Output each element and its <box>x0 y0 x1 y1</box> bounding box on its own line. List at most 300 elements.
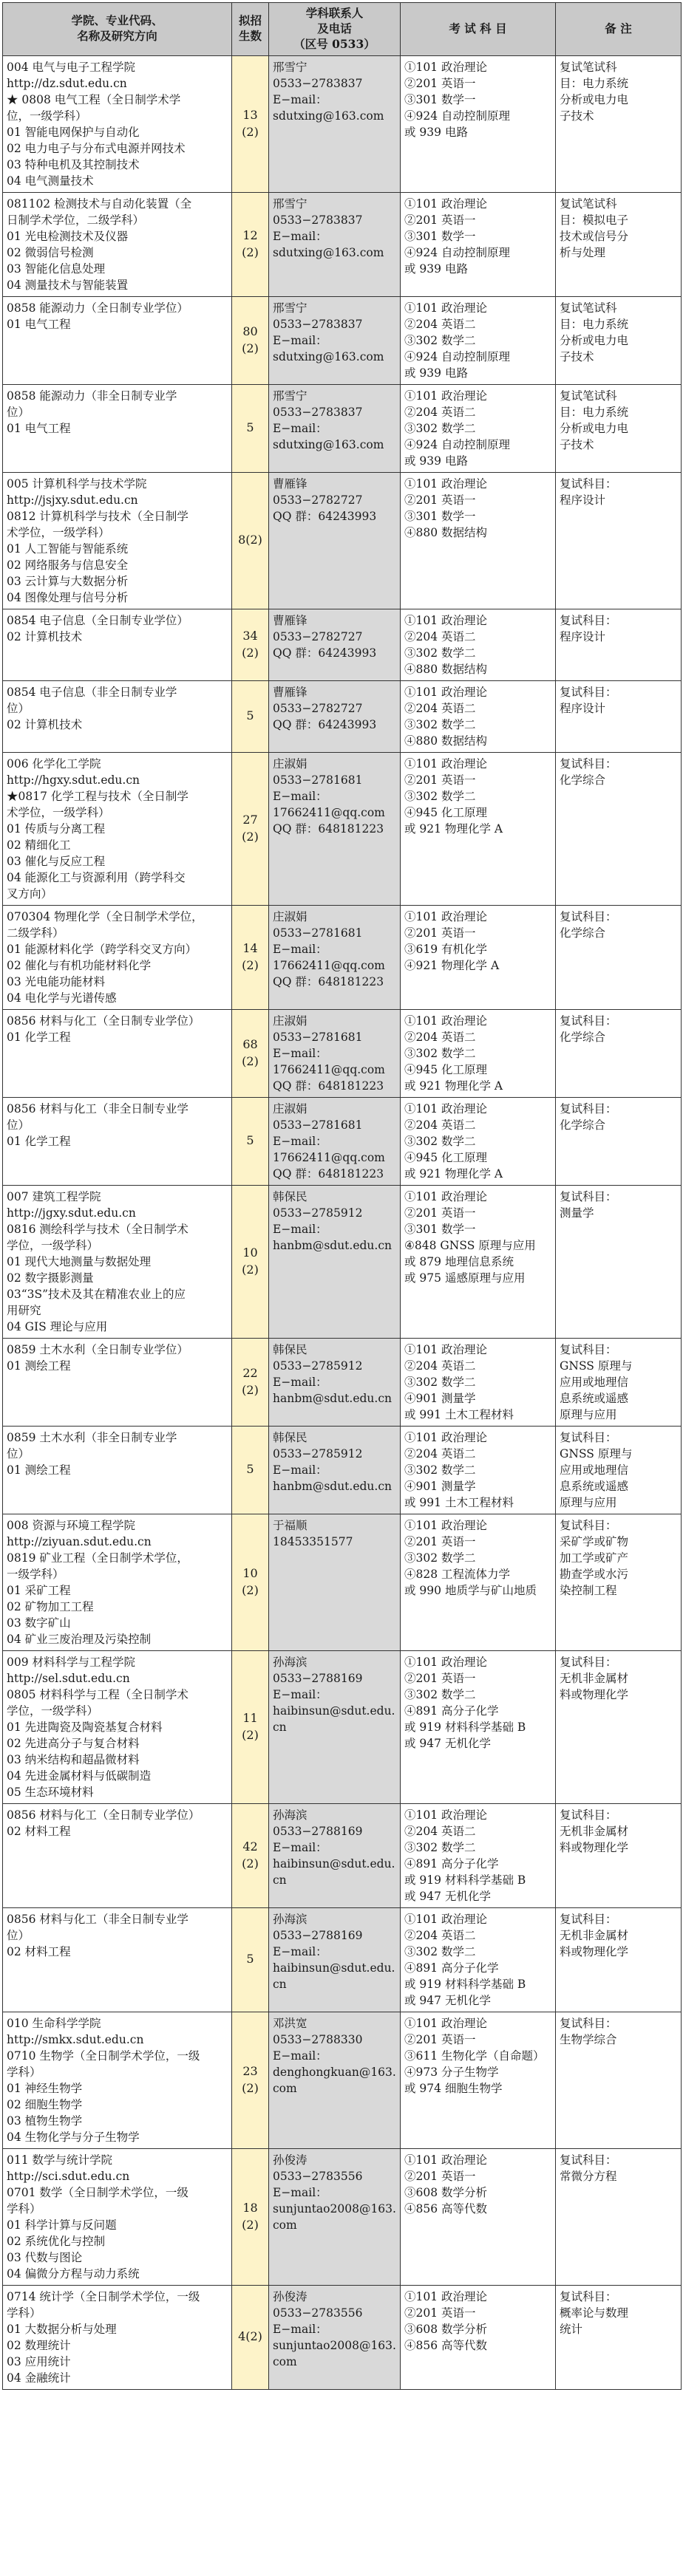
table-row <box>3 2012 682 2148</box>
exam-subjects-cell-line: ④924 自动控制原理 <box>404 245 511 259</box>
remarks-cell-line: 复试科目： <box>560 1189 617 1203</box>
contact-cell-line: sdutxing@163.com <box>273 349 384 363</box>
program-cell-line: 学科） <box>7 2306 41 2320</box>
enrollment-count: 80(2) <box>232 296 269 384</box>
enrollment-count: 4(2) <box>232 2285 269 2389</box>
program-cell-line: 011 数学与统计学院 <box>7 2153 113 2167</box>
contact-cell-line: 韩保民 <box>273 1189 307 1203</box>
program-cell-line: 02 矿物加工工程 <box>7 1599 94 1613</box>
exam-subjects-cell-line: ①101 政治理论 <box>404 2289 488 2303</box>
table-row <box>3 752 682 905</box>
table-row <box>3 1009 682 1097</box>
contact-cell-line: cn <box>273 1977 287 1991</box>
exam-subjects-cell-line: ④901 测量学 <box>404 1391 476 1405</box>
contact-cell-line: 0533−2788330 <box>273 2032 363 2046</box>
program-cell <box>3 905 232 1009</box>
program-cell-line: 0858 能源动力（全日制专业学位） <box>7 301 188 315</box>
exam-subjects-cell-line: 或 879 地理信息系统 <box>404 1254 514 1268</box>
remarks-cell-line: 分析或电力电 <box>560 92 629 106</box>
program-cell-line: 用研究 <box>7 1303 41 1317</box>
exam-subjects-cell-line: ④880 数据结构 <box>404 662 488 676</box>
exam-subjects-cell-line: ④924 自动控制原理 <box>404 109 511 123</box>
program-cell-line: 04 先进金属材料与低碳制造 <box>7 1769 152 1783</box>
remarks-cell <box>556 2012 682 2148</box>
program-cell <box>3 1803 232 1907</box>
exam-subjects-cell-line: ①101 政治理论 <box>404 1189 488 1203</box>
program-cell-line: 02 数字摄影测量 <box>7 1271 94 1285</box>
exam-subjects-cell-line: ③301 数学一 <box>404 1222 476 1236</box>
program-cell-line: 学科） <box>7 2201 41 2215</box>
contact-cell-line: 韩保民 <box>273 1342 307 1356</box>
table-row <box>3 1514 682 1650</box>
contact-cell <box>269 296 401 384</box>
remarks-cell-line: 概率论与数理 <box>560 2306 629 2320</box>
enrollment-count: 5 <box>232 680 269 752</box>
program-cell-line: 叉方向） <box>7 886 53 901</box>
program-cell <box>3 680 232 752</box>
enrollment-count: 42(2) <box>232 1803 269 1907</box>
program-cell-line: http://smkx.sdut.edu.cn <box>7 2032 144 2046</box>
exam-subjects-cell-line: ④924 自动控制原理 <box>404 437 511 451</box>
remarks-cell-line: GNSS 原理与 <box>560 1359 633 1373</box>
exam-subjects-cell-line: ③302 数学二 <box>404 1944 476 1958</box>
program-cell-line: 02 计算机技术 <box>7 717 83 731</box>
table-row <box>3 680 682 752</box>
contact-cell-line: 17662411@qq.com <box>273 805 385 819</box>
contact-cell-line: sunjuntao2008@163. <box>273 2201 396 2215</box>
remarks-cell-line: 生物学综合 <box>560 2032 617 2046</box>
table-row <box>3 1803 682 1907</box>
program-cell-line: 03 应用统计 <box>7 2354 71 2368</box>
program-cell-line: 01 测绘工程 <box>7 1463 71 1477</box>
exam-subjects-cell-line: ④901 测量学 <box>404 1479 476 1493</box>
contact-cell <box>269 1907 401 2012</box>
remarks-cell <box>556 1426 682 1514</box>
contact-cell-line: sdutxing@163.com <box>273 109 384 123</box>
exam-subjects-cell <box>401 1338 556 1426</box>
exam-subjects-cell-line: ①101 政治理论 <box>404 685 488 699</box>
contact-cell-line: com <box>273 2218 297 2232</box>
program-cell-line: 04 矿业三废治理及污染控制 <box>7 1632 152 1646</box>
contact-cell-line: haibinsun@sdut.edu. <box>273 1704 395 1718</box>
program-cell-line: 04 GIS 理论与应用 <box>7 1319 108 1333</box>
program-cell-line: 0714 统计学（全日制学术学位，一级 <box>7 2289 200 2303</box>
exam-subjects-cell-line: ③302 数学二 <box>404 1046 476 1060</box>
program-cell-line: 03 云计算与大数据分析 <box>7 574 129 588</box>
table-row <box>3 1426 682 1514</box>
header-exam: 考 试 科 目 <box>401 3 556 56</box>
remarks-cell-line: 勘查学或水污 <box>560 1567 629 1581</box>
header-num: 拟招 生数 <box>232 3 269 56</box>
exam-subjects-cell-line: ①101 政治理论 <box>404 1014 488 1028</box>
table-row <box>3 384 682 472</box>
remarks-cell-line: 原理与应用 <box>560 1407 617 1421</box>
program-cell-line: 01 智能电网保护与自动化 <box>7 125 140 139</box>
remarks-cell <box>556 2148 682 2285</box>
header-contact: 学科联系人 及电话 （区号 0533） <box>269 3 401 56</box>
contact-cell-line: E−mail： <box>273 942 327 956</box>
contact-cell-line: 于福顺 <box>273 1518 307 1532</box>
contact-cell <box>269 384 401 472</box>
remarks-cell-line: 化学综合 <box>560 1118 606 1132</box>
exam-subjects-cell-line: ②201 英语一 <box>404 773 476 787</box>
remarks-cell-line: 加工学或矿产 <box>560 1551 629 1565</box>
contact-cell-line: 0533−2783837 <box>273 213 363 227</box>
remarks-cell-line: 料或物理化学 <box>560 1944 629 1958</box>
contact-cell-line: cn <box>273 1720 287 1734</box>
exam-subjects-cell-line: ②201 英语一 <box>404 1206 476 1220</box>
exam-subjects-cell-line: ②201 英语一 <box>404 2032 476 2046</box>
program-cell-line: 01 科学计算与反问题 <box>7 2218 117 2232</box>
program-cell-line: 0812 计算机科学与技术（全日制学 <box>7 509 188 523</box>
contact-cell-line: E−mail： <box>273 229 327 243</box>
program-cell-line: http://jsjxy.sdut.edu.cn <box>7 493 138 507</box>
program-cell <box>3 1426 232 1514</box>
exam-subjects-cell-line: ④973 分子生物学 <box>404 2065 499 2079</box>
contact-cell-line: 曹雁锋 <box>273 476 307 491</box>
contact-cell <box>269 1097 401 1185</box>
exam-subjects-cell <box>401 2285 556 2389</box>
contact-cell-line: 0533−2785912 <box>273 1206 363 1220</box>
program-cell <box>3 1009 232 1097</box>
exam-subjects-cell-line: ①101 政治理论 <box>404 476 488 491</box>
program-cell-line: 04 生物化学与分子生物学 <box>7 2130 140 2144</box>
table-row <box>3 55 682 192</box>
exam-subjects-cell-line: ①101 政治理论 <box>404 613 488 627</box>
remarks-cell-line: 应用或地理信 <box>560 1375 629 1389</box>
exam-subjects-cell-line: ③608 数学分析 <box>404 2322 488 2336</box>
exam-subjects-cell-line: 或 919 材料科学基础 B <box>404 1873 526 1887</box>
contact-cell-line: 0533−2783837 <box>273 405 363 419</box>
exam-subjects-cell-line: ③301 数学一 <box>404 92 476 106</box>
exam-subjects-cell-line: ③301 数学一 <box>404 229 476 243</box>
contact-cell-line: E−mail： <box>273 2322 327 2336</box>
contact-cell-line: hanbm@sdut.edu.cn <box>273 1391 393 1405</box>
contact-cell-line: 孙俊涛 <box>273 2153 307 2167</box>
contact-cell-line: E−mail： <box>273 333 327 347</box>
exam-subjects-cell-line: ②204 英语二 <box>404 1446 476 1460</box>
program-cell-line: http://ziyuan.sdut.edu.cn <box>7 1534 152 1548</box>
remarks-cell-line: 复试笔试科 <box>560 389 617 403</box>
program-cell-line: 02 先进高分子与复合材料 <box>7 1736 140 1750</box>
contact-cell-line: 邢雪宁 <box>273 60 307 74</box>
program-cell-line: ★0817 化学工程与技术（全日制学 <box>7 789 188 803</box>
exam-subjects-cell-line: ③302 数学二 <box>404 789 476 803</box>
exam-subjects-cell-line: ①101 政治理论 <box>404 756 488 771</box>
program-cell-line: http://jgxy.sdut.edu.cn <box>7 1206 136 1220</box>
program-cell-line: 位，一级学科） <box>7 109 87 123</box>
exam-subjects-cell-line: 或 919 材料科学基础 B <box>404 1977 526 1991</box>
remarks-cell-line: 分析或电力电 <box>560 421 629 435</box>
exam-subjects-cell-line: ③302 数学二 <box>404 1463 476 1477</box>
exam-subjects-cell <box>401 1426 556 1514</box>
remarks-cell-line: 无机非金属材 <box>560 1928 629 1942</box>
exam-subjects-cell-line: ④828 工程流体力学 <box>404 1567 511 1581</box>
enrollment-count: 10(2) <box>232 1185 269 1338</box>
program-cell-line: 01 采矿工程 <box>7 1583 71 1597</box>
exam-subjects-cell <box>401 1185 556 1338</box>
remarks-cell-line: 复试科目： <box>560 756 617 771</box>
remarks-cell <box>556 296 682 384</box>
exam-subjects-cell-line: ②204 英语二 <box>404 1824 476 1838</box>
program-cell-line: 04 金融统计 <box>7 2371 71 2385</box>
exam-subjects-cell-line: ①101 政治理论 <box>404 1655 488 1669</box>
remarks-cell-line: 料或物理化学 <box>560 1840 629 1854</box>
remarks-cell <box>556 1803 682 1907</box>
contact-cell <box>269 2012 401 2148</box>
program-cell-line: 03 特种电机及其控制技术 <box>7 157 140 171</box>
remarks-cell <box>556 384 682 472</box>
remarks-cell-line: 测量学 <box>560 1206 594 1220</box>
program-cell-line: 01 人工智能与智能系统 <box>7 541 129 556</box>
contact-cell <box>269 192 401 296</box>
program-cell-line: 03 数字矿山 <box>7 1616 71 1630</box>
remarks-cell <box>556 192 682 296</box>
header-dept: 学院、专业代码、 名称及研究方向 <box>3 3 232 56</box>
exam-subjects-cell-line: ①101 政治理论 <box>404 1808 488 1822</box>
program-cell-line: 学位，一级学科） <box>7 1704 99 1718</box>
program-cell-line: 学科） <box>7 2065 41 2079</box>
exam-subjects-cell-line: ①101 政治理论 <box>404 1518 488 1532</box>
remarks-cell-line: 分析或电力电 <box>560 333 629 347</box>
program-cell-line: 01 现代大地测量与数据处理 <box>7 1254 152 1268</box>
table-row <box>3 2148 682 2285</box>
enrollment-count: 12(2) <box>232 192 269 296</box>
program-cell <box>3 2285 232 2389</box>
contact-cell-line: QQ 群：64243993 <box>273 717 377 731</box>
contact-cell-line: 0533−2781681 <box>273 773 363 787</box>
remarks-cell-line: 息系统或遥感 <box>560 1391 629 1405</box>
contact-cell-line: 孙海滨 <box>273 1808 307 1822</box>
contact-cell-line: 庄淑娟 <box>273 1101 307 1116</box>
program-cell-line: 0859 土木水利（非全日制专业学 <box>7 1430 177 1444</box>
contact-cell-line: E−mail： <box>273 421 327 435</box>
exam-subjects-cell-line: ②201 英语一 <box>404 76 476 90</box>
program-cell <box>3 1097 232 1185</box>
remarks-cell-line: 复试科目： <box>560 1518 617 1532</box>
program-cell-line: 04 图像处理与信号分析 <box>7 590 129 604</box>
program-cell-line: 02 精细化工 <box>7 838 71 852</box>
exam-subjects-cell-line: ①101 政治理论 <box>404 909 488 923</box>
program-cell-line: 03“3S”技术及其在精准农业上的应 <box>7 1287 186 1301</box>
contact-cell-line: 邢雪宁 <box>273 389 307 403</box>
enrollment-count: 34(2) <box>232 609 269 680</box>
remarks-cell-line: 染控制工程 <box>560 1583 617 1597</box>
enrollment-count: 22(2) <box>232 1338 269 1426</box>
contact-cell-line: QQ 群：648181223 <box>273 821 384 836</box>
exam-subjects-cell <box>401 609 556 680</box>
program-cell-line: 005 计算机科学与技术学院 <box>7 476 147 491</box>
program-cell-line: 03 催化与反应工程 <box>7 854 106 868</box>
program-cell-line: 070304 物理化学（全日制学术学位， <box>7 909 203 923</box>
header-row <box>3 3 682 56</box>
enrollment-count: 23(2) <box>232 2012 269 2148</box>
contact-cell-line: QQ 群：64243993 <box>273 646 377 660</box>
exam-subjects-cell-line: ③302 数学二 <box>404 1687 476 1701</box>
program-cell-line: 学位，一级学科） <box>7 1238 99 1252</box>
exam-subjects-cell-line: 或 947 无机化学 <box>404 1993 491 2007</box>
program-cell-line: 03 智能化信息处理 <box>7 262 106 276</box>
contact-cell-line: 0533−2783837 <box>273 76 363 90</box>
table-row <box>3 1097 682 1185</box>
contact-cell-line: 17662411@qq.com <box>273 1150 385 1164</box>
remarks-cell <box>556 1514 682 1650</box>
program-cell-line: http://sel.sdut.edu.cn <box>7 1671 130 1685</box>
program-cell <box>3 192 232 296</box>
exam-subjects-cell-line: ④945 化工原理 <box>404 1150 488 1164</box>
program-cell-line: 04 偏微分方程与动力系统 <box>7 2266 140 2281</box>
program-cell-line: 02 网络服务与信息安全 <box>7 558 129 572</box>
exam-subjects-cell-line: ②201 英语一 <box>404 213 476 227</box>
table-row <box>3 1907 682 2012</box>
contact-cell-line: 庄淑娟 <box>273 909 307 923</box>
enrollment-count: 27(2) <box>232 752 269 905</box>
remarks-cell <box>556 609 682 680</box>
exam-subjects-cell <box>401 2148 556 2285</box>
program-cell-line: 01 光电检测技术及仪器 <box>7 229 129 243</box>
exam-subjects-cell <box>401 1514 556 1650</box>
program-cell-line: 01 神经生物学 <box>7 2081 83 2095</box>
exam-subjects-cell-line: ④891 高分子化学 <box>404 1961 499 1975</box>
program-cell <box>3 472 232 609</box>
remarks-cell-line: 目：电力系统 <box>560 76 629 90</box>
remarks-cell-line: 统计 <box>560 2322 583 2336</box>
contact-cell-line: hanbm@sdut.edu.cn <box>273 1479 393 1493</box>
program-cell-line: http://sci.sdut.edu.cn <box>7 2169 130 2183</box>
table-row <box>3 472 682 609</box>
contact-cell <box>269 680 401 752</box>
contact-cell-line: E−mail： <box>273 92 327 106</box>
contact-cell-line: E−mail： <box>273 1463 327 1477</box>
contact-cell-line: 0533−2782727 <box>273 493 363 507</box>
remarks-cell <box>556 1009 682 1097</box>
exam-subjects-cell-line: 或 919 材料科学基础 B <box>404 1720 526 1734</box>
exam-subjects-cell-line: ④924 自动控制原理 <box>404 349 511 363</box>
exam-subjects-cell-line: 或 975 遥感原理与应用 <box>404 1271 526 1285</box>
contact-cell-line: sdutxing@163.com <box>273 245 384 259</box>
contact-cell-line: denghongkuan@163. <box>273 2065 396 2079</box>
program-cell-line: 0854 电子信息（非全日制专业学 <box>7 685 177 699</box>
remarks-cell-line: 复试科目： <box>560 1101 617 1116</box>
remarks-cell-line: 化学综合 <box>560 1030 606 1044</box>
enrollment-count: 8(2) <box>232 472 269 609</box>
exam-subjects-cell <box>401 1009 556 1097</box>
remarks-cell <box>556 752 682 905</box>
program-cell-line: 02 催化与有机功能材料化学 <box>7 958 152 972</box>
enrollment-count: 68(2) <box>232 1009 269 1097</box>
enrollment-count: 11(2) <box>232 1650 269 1803</box>
contact-cell-line: 0533−2781681 <box>273 1030 363 1044</box>
contact-cell-line: 0533−2782727 <box>273 701 363 715</box>
program-cell-line: 术学位，一级学科） <box>7 525 110 539</box>
remarks-cell-line: 子技术 <box>560 437 594 451</box>
program-cell-line: 0701 数学（全日制学术学位，一级 <box>7 2185 188 2199</box>
program-cell-line: 04 电气测量技术 <box>7 174 94 188</box>
contact-cell-line: 0533−2788169 <box>273 1824 363 1838</box>
remarks-cell-line: 复试科目： <box>560 2153 617 2167</box>
exam-subjects-cell-line: ③302 数学二 <box>404 421 476 435</box>
exam-subjects-cell-line: ②204 英语二 <box>404 1118 476 1132</box>
program-cell-line: 006 化学化工学院 <box>7 756 101 771</box>
exam-subjects-cell-line: 或 990 地质学与矿山地质 <box>404 1583 537 1597</box>
exam-subjects-cell-line: ③302 数学二 <box>404 646 476 660</box>
exam-subjects-cell-line: ③619 有机化学 <box>404 942 488 956</box>
exam-subjects-cell-line: 或 947 无机化学 <box>404 1889 491 1903</box>
contact-cell-line: com <box>273 2354 297 2368</box>
remarks-cell-line: 子技术 <box>560 349 594 363</box>
table-row <box>3 1185 682 1338</box>
exam-subjects-cell-line: ③301 数学一 <box>404 509 476 523</box>
contact-cell <box>269 1650 401 1803</box>
remarks-cell-line: 复试科目： <box>560 1912 617 1926</box>
exam-subjects-cell-line: ③302 数学二 <box>404 333 476 347</box>
program-cell-line: 0856 材料与化工（全日制专业学位） <box>7 1014 200 1028</box>
program-cell-line: 004 电气与电子工程学院 <box>7 60 136 74</box>
program-cell-line: 081102 检测技术与自动化装置（全 <box>7 197 192 211</box>
program-cell-line: 0805 材料科学与工程（全日制学术 <box>7 1687 188 1701</box>
contact-cell-line: 0533−2785912 <box>273 1446 363 1460</box>
exam-subjects-cell <box>401 680 556 752</box>
contact-cell-line: 韩保民 <box>273 1430 307 1444</box>
contact-cell-line: 0533−2788169 <box>273 1928 363 1942</box>
exam-subjects-cell-line: ①101 政治理论 <box>404 1430 488 1444</box>
program-cell-line: 01 先进陶瓷及陶瓷基复合材料 <box>7 1720 163 1734</box>
contact-cell-line: 庄淑娟 <box>273 1014 307 1028</box>
contact-cell-line: E−mail： <box>273 1375 327 1389</box>
contact-cell <box>269 472 401 609</box>
exam-subjects-cell-line: ③302 数学二 <box>404 1840 476 1854</box>
exam-subjects-cell <box>401 192 556 296</box>
exam-subjects-cell <box>401 1803 556 1907</box>
remarks-cell-line: 复试科目： <box>560 909 617 923</box>
exam-subjects-cell-line: ②201 英语一 <box>404 493 476 507</box>
program-cell-line: 0859 土木水利（全日制专业学位） <box>7 1342 188 1356</box>
program-cell-line: http://dz.sdut.edu.cn <box>7 76 127 90</box>
contact-cell-line: cn <box>273 1873 287 1887</box>
remarks-cell <box>556 1650 682 1803</box>
contact-cell <box>269 55 401 192</box>
exam-subjects-cell-line: ①101 政治理论 <box>404 2153 488 2167</box>
contact-cell-line: 孙海滨 <box>273 1912 307 1926</box>
remarks-cell-line: 化学综合 <box>560 926 606 940</box>
exam-subjects-cell-line: 或 939 电路 <box>404 366 468 380</box>
remarks-cell-line: 析与处理 <box>560 245 606 259</box>
program-cell-line: 008 资源与环境工程学院 <box>7 1518 136 1532</box>
remarks-cell-line: GNSS 原理与 <box>560 1446 633 1460</box>
exam-subjects-cell-line: ④880 数据结构 <box>404 734 488 748</box>
program-cell-line: 04 电化学与光谱传感 <box>7 991 117 1005</box>
exam-subjects-cell <box>401 905 556 1009</box>
exam-subjects-cell-line: ①101 政治理论 <box>404 389 488 403</box>
program-cell <box>3 55 232 192</box>
enrollment-count: 13(2) <box>232 55 269 192</box>
program-cell-line: 02 细胞生物学 <box>7 2097 83 2111</box>
remarks-cell-line: 复试科目： <box>560 1808 617 1822</box>
program-cell-line: 04 测量技术与智能装置 <box>7 278 129 292</box>
table-row <box>3 609 682 680</box>
program-cell-line: 0854 电子信息（全日制专业学位） <box>7 613 188 627</box>
program-cell-line: 02 电力电子与分布式电源并网技术 <box>7 141 186 155</box>
remarks-cell-line: 复试科目： <box>560 2289 617 2303</box>
contact-cell-line: 邢雪宁 <box>273 301 307 315</box>
program-cell-line: 03 植物生物学 <box>7 2114 83 2128</box>
program-cell-line: 03 代数与图论 <box>7 2250 83 2264</box>
program-cell-line: 一级学科） <box>7 1567 64 1581</box>
program-cell-line: 01 化学工程 <box>7 1134 71 1148</box>
contact-cell <box>269 1009 401 1097</box>
program-cell-line: 009 材料科学与工程学院 <box>7 1655 136 1669</box>
program-cell-line: 02 材料工程 <box>7 1824 71 1838</box>
